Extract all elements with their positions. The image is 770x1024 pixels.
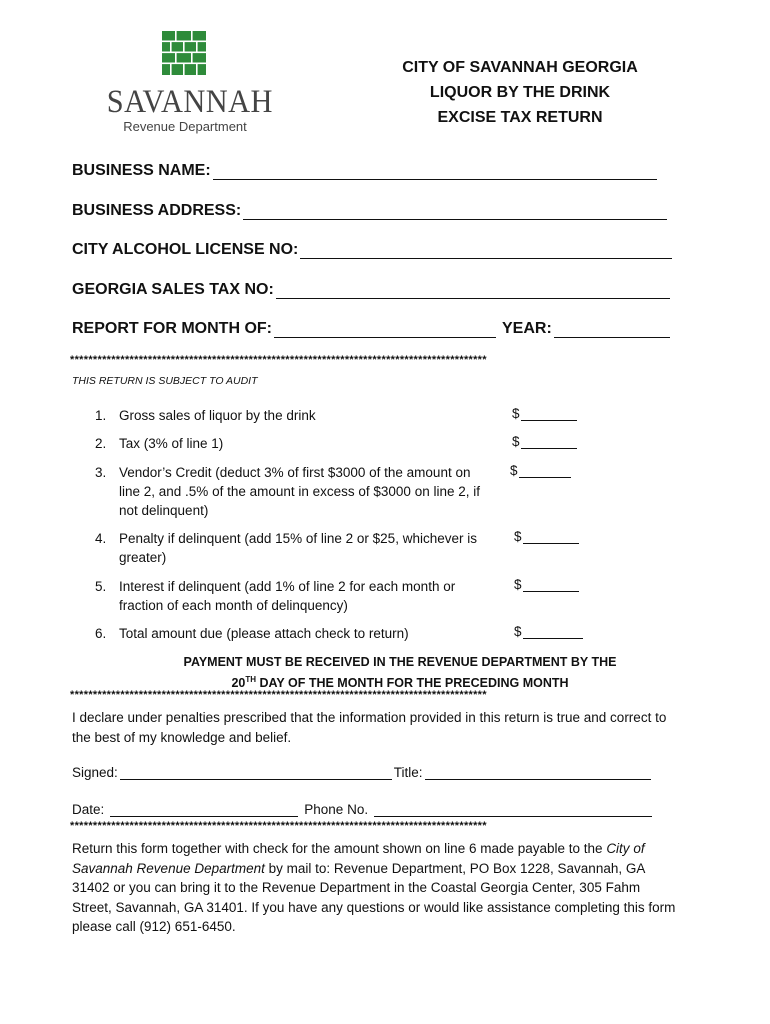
dollar-sign: $ [510, 463, 518, 478]
declaration-text: I declare under penalties prescribed that the information provided in this return is true and correct to the best of my knowledge and belief. [72, 710, 667, 745]
sales-tax-row [72, 281, 670, 299]
signed-input[interactable] [120, 766, 392, 780]
line-item-1 [95, 406, 485, 425]
logo-department: Revenue Department [123, 119, 247, 134]
line-item-4 [95, 529, 480, 567]
item-text: Vendor’s Credit (deduct 3% of first $3000 of the amount on line 2, and .5% of the amount in excess of $3000 on line 2, if not delinquent) [119, 465, 480, 518]
payment-notice [150, 653, 650, 692]
title-line-1: CITY OF SAVANNAH GEORGIA [402, 59, 638, 76]
instructions-text: Return this form together with check for the amount shown on line 6 made payable to the City of Savannah Revenue Department by mail to: Revenue Department, PO Box 1228, Savannah, GA 31402 or you can bring it to the Revenue Department in the Coastal Georgia Center, 305 Fahm Street, Savannah, GA 31401. If you have any questions or would like assistance completing this form please call (912) 651-6450. [72, 841, 676, 934]
business-address-input[interactable] [243, 205, 667, 220]
logo-wordmark: SAVANNAH [106, 84, 273, 120]
savannah-logo-grid-icon [162, 31, 206, 75]
year-input[interactable] [554, 323, 670, 338]
report-period-row [72, 320, 670, 338]
separator-3: ******************************************************************************************* [70, 820, 487, 832]
line-6-amount[interactable] [514, 624, 583, 639]
item-number: 5. [95, 579, 107, 594]
year-label: YEAR: [501, 320, 552, 337]
business-name-input[interactable] [213, 165, 657, 180]
phone-input[interactable] [374, 803, 652, 817]
business-name-label: BUSINESS NAME: [72, 162, 211, 179]
sales-tax-input[interactable] [276, 284, 670, 299]
line-4-amount[interactable] [514, 529, 579, 544]
item-text: Penalty if delinquent (add 15% of line 2 or $25, whichever is greater) [119, 531, 477, 565]
line-item-2 [95, 434, 485, 453]
title-input[interactable] [425, 766, 651, 780]
line-item-3 [95, 463, 480, 520]
item-text: Interest if delinquent (add 1% of line 2 for each month or fraction of each month of delinquency) [119, 579, 456, 613]
item-number: 1. [95, 408, 107, 423]
dollar-sign: $ [512, 434, 520, 449]
line-2-amount[interactable] [512, 434, 577, 449]
title-line-3: EXCISE TAX RETURN [437, 109, 603, 126]
business-address-row [72, 202, 667, 220]
audit-note: THIS RETURN IS SUBJECT TO AUDIT [72, 375, 258, 387]
date-label: Date: [72, 802, 105, 817]
line-3-amount[interactable] [510, 463, 571, 478]
separator-2: ******************************************************************************************* [70, 689, 487, 701]
notice-line-1: PAYMENT MUST BE RECEIVED IN THE REVENUE DEPARTMENT BY THE [183, 655, 617, 669]
phone-label: Phone No. [304, 802, 369, 817]
business-name-row [72, 162, 657, 180]
date-input[interactable] [110, 803, 298, 817]
date-row [72, 802, 652, 817]
item-number: 6. [95, 626, 107, 641]
title-label: Title: [393, 765, 423, 780]
signed-label: Signed: [72, 765, 118, 780]
separator-1: ******************************************************************************************* [70, 354, 487, 366]
title-line-2: LIQUOR BY THE DRINK [429, 84, 611, 101]
dollar-sign: $ [512, 406, 520, 421]
sales-tax-label: GEORGIA SALES TAX NO: [72, 281, 274, 298]
item-number: 2. [95, 436, 107, 451]
line-item-5 [95, 577, 480, 615]
item-text: Total amount due (please attach check to return) [119, 626, 409, 641]
line-1-amount[interactable] [512, 406, 577, 421]
item-number: 4. [95, 531, 107, 546]
item-text: Tax (3% of line 1) [119, 436, 224, 451]
report-month-label: REPORT FOR MONTH OF: [72, 320, 272, 337]
report-month-input[interactable] [274, 323, 496, 338]
item-number: 3. [95, 465, 107, 480]
line-item-6 [95, 624, 485, 643]
line-5-amount[interactable] [514, 577, 579, 592]
license-no-label: CITY ALCOHOL LICENSE NO: [72, 241, 299, 258]
signed-row [72, 765, 651, 780]
dollar-sign: $ [514, 529, 522, 544]
dollar-sign: $ [514, 577, 522, 592]
dollar-sign: $ [514, 624, 522, 639]
item-text: Gross sales of liquor by the drink [119, 408, 316, 423]
license-no-input[interactable] [300, 244, 672, 259]
business-address-label: BUSINESS ADDRESS: [72, 202, 242, 219]
license-no-row [72, 241, 672, 259]
notice-line-2: 20TH DAY OF THE MONTH FOR THE PRECEDING MONTH [231, 675, 569, 691]
